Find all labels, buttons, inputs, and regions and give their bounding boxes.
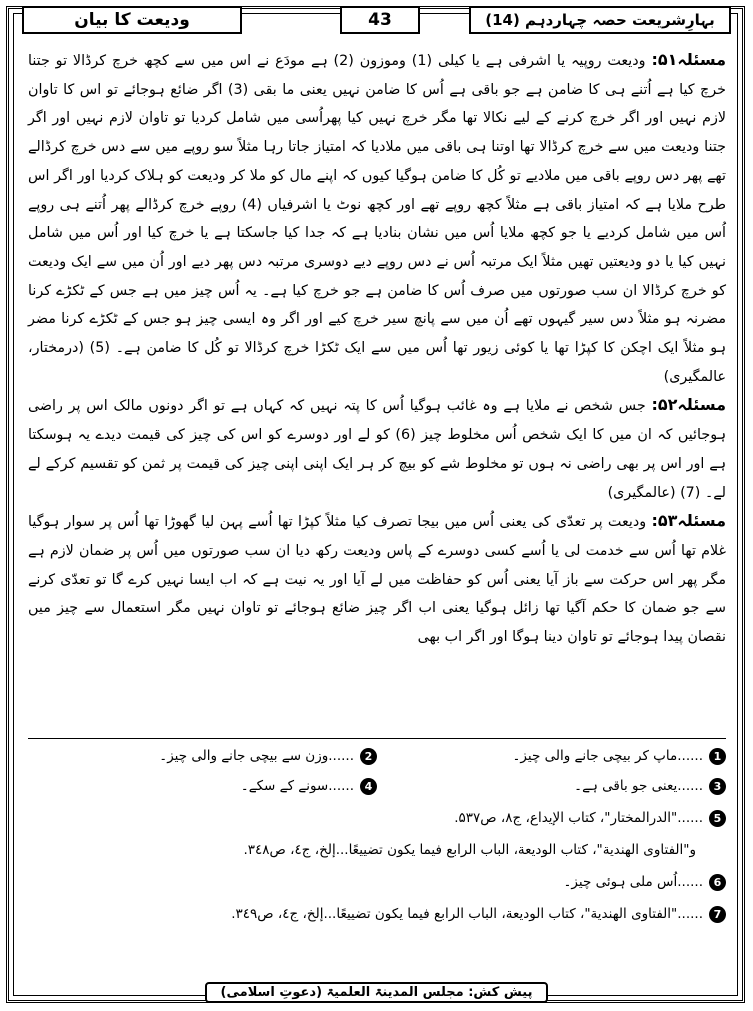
- footnote-row-1: [28, 746, 726, 766]
- footnotes: [28, 740, 726, 924]
- footnote-text: ......"الفتاوی الهندیة"، کتاب الودیعة، الباب الرابع فیما یکون تضییعًا...إلخ، ج٤، ص٣٤٩.: [231, 906, 703, 922]
- footnote-number: 3: [709, 778, 726, 795]
- footnote-number: 1: [709, 748, 726, 765]
- footnote-7: [28, 904, 726, 924]
- footnote-text: ......ماپ کر بیچی جانے والی چیز۔: [512, 748, 703, 764]
- masala-52: [28, 391, 726, 507]
- masala-52-text: جس شخص نے ملایا ہے وہ غائب ہوگیا اُس کا پتہ نہیں کہ کہاں ہے تو اگر دونوں مالک اس پر راضی ہوجائیں کہ ان میں کا ایک شخص اُس مخلوط چیز (6) کو لے اور دوسرے کو اس کی چیز کی قیمت دیدے یہ ہوسکتا ہے اور اس پر بھی راضی نہ ہوں تو مخلوط شے کو بیچ کر ہر ایک اپنی اپنی چیز کی قیمت پر ثمن کو تقسیم کرکے لے لے۔ (7): [28, 398, 726, 501]
- footnote-1: [377, 746, 726, 766]
- masala-51-label: مسئلہ۵۱:: [651, 50, 726, 69]
- footnote-2: [28, 746, 377, 766]
- page-header: [22, 6, 731, 38]
- footnote-5-continued: [28, 840, 696, 860]
- main-content: [28, 46, 726, 746]
- footnote-text: ......سونے کے سکے۔: [240, 778, 354, 794]
- footnote-3: [377, 776, 726, 796]
- footnote-number: 7: [709, 906, 726, 923]
- page-footer: [0, 981, 753, 1003]
- footnote-text: ......"الدرالمختار"، کتاب الإیداع، ج۸، ص۵۳۷.: [454, 810, 703, 826]
- footnote-text: ......یعنی جو باقی ہے۔: [574, 778, 703, 794]
- masala-53-text: ودیعت پر تعدّی کی یعنی اُس میں بیجا تصرف کیا مثلاً کپڑا تھا اُسے پہن لیا گھوڑا تھا اُس پر سوار ہوگیا غلام تھا اُس سے خدمت لی یا اُسے کسی دوسرے کے پاس ودیعت رکھ دیا ان سب صورتوں میں اُس پر ضمان لازم ہے مگر پھر اس حرکت سے باز آیا یعنی اُس کو حفاظت میں لے آیا اور یہ نیت ہے کہ اب ایسا نہیں کرے گا تو تعدّی کرنے سے جو ضمان کا حکم آگیا تھا زائل ہوگیا یعنی اب اگر چیز ضائع ہوجائے تو تاوان نہیں مگر استعمال سے چیز میں نقصان پیدا ہوجائے تو تاوان دینا ہوگا اور اگر اب بھی: [28, 514, 726, 646]
- masala-51-ref: (درمختار، عالمگیری): [28, 340, 726, 385]
- footnote-divider: [28, 738, 726, 739]
- footnote-number: 2: [360, 748, 377, 765]
- masala-52-ref: (عالمگیری): [607, 484, 676, 501]
- footnote-6: [28, 872, 726, 892]
- footnote-5: [28, 808, 726, 828]
- masala-51: [28, 46, 726, 391]
- chapter-title: ودیعت کا بیان: [22, 6, 242, 34]
- masala-51-text: ودیعت روپیہ یا اشرفی ہے یا کیلی (1) وموزون (2) ہے مودَع نے اس میں سے کچھ خرچ کرڈالا تو جتنا خرچ کیا ہے اُتنے ہی کا ضامن ہے جو باقی ہے اُس کا ضامن نہیں یعنی ما بقی (3) اگر ضائع ہوجائے تو اس کا تاوان لازم نہیں اور اگر خرچ کرنے کے لیے نکالا تھا مگر خرچ نہیں کیا پھراُسی میں شامل کردیا تو تاوان لازم نہیں اور اگر جتنا ودیعت میں سے خرچ کرڈالا تھا اوتنا ہی باقی میں ملادیا کہ امتیاز جاتا رہا مثلاً سو روپے میں سے دس خرچ کرڈالے تھے پھر دس روپے باقی میں ملادیے تو کُل کا ضامن ہوگیا کیوں کہ اپنے مال کو ملا کر ودیعت کو ہلاک کردیا اور اگر اس طرح ملایا ہے کہ امتیاز باقی ہے مثلاً کچھ روپے تھے اور کچھ نوٹ یا اشرفیاں (4) روپے خرچ کرڈالے پھر اُتنے ہی روپے اُس میں شامل کردیے یا جو کچھ ملایا اُس میں نشان بنادیا ہے کہ جدا کیا جاسکتا ہے یا خرچ کیا اور اُس میں شامل نہیں کیا یا دو ودیعتیں تھیں مثلاً ایک مرتبہ اُس نے دس روپے دیے دوسری مرتبہ دس پھر دیے اور اُن میں سے ایک ودیعت کو خرچ کرڈالا ان سب صورتوں میں صرف اُس کا ضامن ہے جو خرچ کیا ہے۔ یہ اُس چیز میں ہے جس کے ٹکڑے کرنا مضرنہ ہو مثلاً دس سیر گیہوں تھے اُن میں سے پانچ سیر خرچ کیے اور اگر وہ ایسی چیز ہو جس کے ٹکڑے کرنا مضر ہو مثلاً ایک اچکن کا کپڑا تھا یا کوئی زیور تھا اُس میں سے ایک ٹکڑا خرچ کرڈالا تو کُل کا ضامن ہے۔ (5): [28, 53, 727, 357]
- masala-53-label: مسئلہ۵۳:: [651, 511, 726, 531]
- page-number: 43: [340, 6, 420, 34]
- footnote-number: 5: [709, 810, 726, 827]
- footnote-4: [28, 776, 377, 796]
- masala-53: [28, 507, 726, 652]
- publisher-credit: پیش کش: مجلس المدینۃ العلمیۃ (دعوتِ اسلامی): [205, 982, 549, 1003]
- footnote-number: 6: [709, 874, 726, 891]
- book-title: بہارِشریعت حصہ چہاردہم (14): [469, 6, 731, 34]
- footnote-text: ......اُس ملی ہوئی چیز۔: [563, 874, 703, 890]
- masala-52-label: مسئلہ۵۲:: [651, 395, 727, 415]
- footnote-number: 4: [360, 778, 377, 795]
- footnote-text: و"الفتاوی الهندیة"، کتاب الودیعة، الباب الرابع فیما یکون تضییعًا...إلخ، ج٤، ص٣٤٨.: [243, 842, 696, 858]
- footnote-text: ......وزن سے بیچی جانے والی چیز۔: [159, 748, 354, 764]
- footnote-row-2: [28, 776, 726, 796]
